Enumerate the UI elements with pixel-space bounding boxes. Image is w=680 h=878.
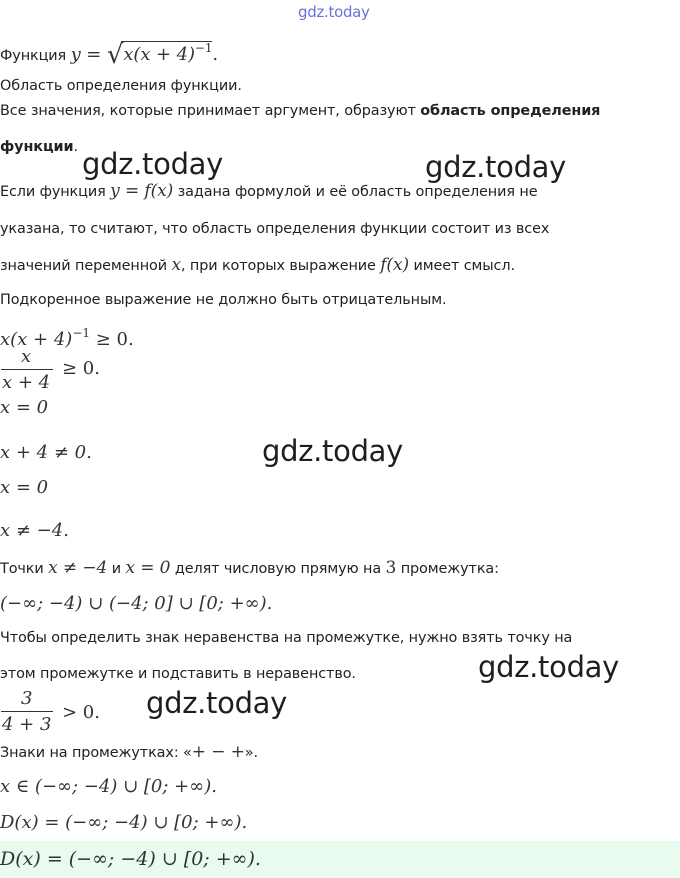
text: , при которых выражение: [180, 258, 381, 274]
relation: ≥ 0.: [90, 329, 134, 350]
denominator: 4 + 3: [2, 714, 52, 735]
inequality-x-plus-4: x + 4 ≠ 0.: [0, 442, 92, 463]
method-line-1: Чтобы определить знак неравенства на промежутке, нужно взять точку на: [0, 630, 573, 646]
answer: D(x) = (−∞; −4) ∪ [0; +∞).: [0, 848, 261, 870]
signs-line: [0, 742, 258, 763]
watermark: gdz.today: [478, 650, 620, 684]
text: и: [107, 561, 126, 577]
math-signs: + − +: [191, 742, 245, 762]
solution-set: x ∈ (−∞; −4) ∪ [0; +∞).: [0, 776, 217, 797]
denominator: x + 4: [2, 372, 51, 393]
intervals: (−∞; −4) ∪ (−4; 0] ∪ [0; +∞).: [0, 593, 273, 614]
sqrt: [106, 38, 213, 70]
exponent: −1: [194, 41, 213, 55]
domain-heading: Область определения функции.: [0, 78, 242, 94]
sqrt-icon: √: [106, 40, 124, 70]
base: x(x + 4): [0, 329, 73, 350]
text: ».: [244, 745, 258, 761]
equation-x-zero: x = 0: [0, 397, 49, 418]
fraction-bar: [1, 711, 53, 712]
watermark: gdz.today: [146, 686, 288, 720]
math-count: 3: [385, 558, 397, 578]
domain-result: D(x) = (−∞; −4) ∪ [0; +∞).: [0, 812, 248, 833]
definition-line-2: [0, 137, 78, 157]
text: Знаки на промежутках: «: [0, 745, 192, 761]
rule-line-3: [0, 255, 515, 276]
method-line-2: этом промежутке и подставить в неравенство.: [0, 666, 356, 682]
bold-term: область определения: [420, 103, 601, 119]
text: промежутка:: [396, 561, 499, 577]
text: имеет смысл.: [408, 258, 515, 274]
relation: ≥ 0.: [62, 358, 100, 379]
function-line: [0, 38, 219, 70]
math-point: x ≠ −4: [48, 558, 108, 578]
radicand: [121, 41, 212, 65]
math-formula: y = f(x): [110, 181, 174, 201]
rule-line-1: [0, 181, 537, 202]
text: делят числовую прямую на: [170, 561, 386, 577]
period: .: [212, 44, 219, 65]
math-eq: =: [80, 44, 107, 65]
exponent: −1: [72, 326, 91, 340]
period: .: [73, 139, 78, 155]
definition-line-1: [0, 101, 600, 121]
points-line: [0, 558, 499, 579]
numerator: 3: [21, 688, 33, 709]
text: значений переменной: [0, 258, 172, 274]
text: Функция: [0, 48, 71, 64]
math-y: y: [70, 44, 81, 65]
rule-line-2: указана, то считают, что область определения функции состоит из всех: [0, 221, 550, 237]
numerator: x: [21, 346, 32, 367]
inequality-x-not-minus-4: x ≠ −4.: [0, 520, 69, 541]
text: задана формулой и её область определения не: [173, 184, 538, 200]
math-x: x: [171, 255, 181, 275]
text: Если функция: [0, 184, 111, 200]
bold-term: функции: [0, 139, 74, 155]
fraction-bar: [1, 369, 53, 370]
text: Все значения, которые принимает аргумент, образуют: [0, 103, 421, 119]
watermark: gdz.today: [82, 147, 224, 181]
math-point: x = 0: [125, 558, 171, 578]
radicand-condition: Подкоренное выражение не должно быть отрицательным.: [0, 292, 447, 308]
answer-box: [0, 841, 680, 878]
watermark: gdz.today: [425, 150, 567, 184]
text: Точки: [0, 561, 49, 577]
math-fx: f(x): [380, 255, 409, 275]
relation: > 0.: [62, 702, 100, 723]
radicand-text: x(x + 4): [123, 44, 195, 65]
watermark: gdz.today: [262, 434, 404, 468]
watermark-top: gdz.today: [298, 3, 370, 21]
equation-x-zero: x = 0: [0, 477, 49, 498]
